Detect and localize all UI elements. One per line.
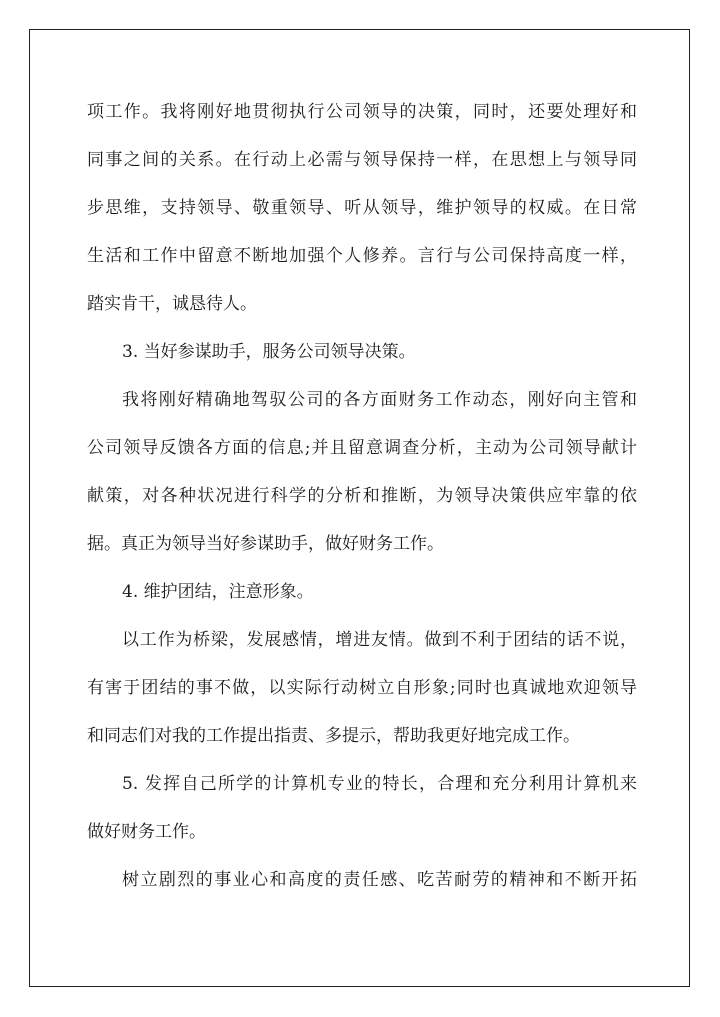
text-line: 和同志们对我的工作提出指责、多提示，帮助我更好地完成工作。 bbox=[87, 726, 580, 746]
text-line: 据。真正为领导当好参谋助手，做好财务工作。 bbox=[87, 534, 444, 554]
section-heading: 5. 发挥自己所学的计算机专业的特长，合理和充分利用计算机来 bbox=[122, 774, 637, 794]
text-line: 步思维，支持领导、敬重领导、听从领导，维护领导的权威。在日常 bbox=[87, 198, 637, 218]
text-line: 做好财务工作。 bbox=[87, 822, 206, 842]
text-line: 踏实肯干，诚恳待人。 bbox=[87, 294, 257, 314]
text-line: 生活和工作中留意不断地加强个人修养。言行与公司保持高度一样， bbox=[87, 246, 637, 266]
section-heading: 3. 当好参谋助手，服务公司领导决策。 bbox=[122, 342, 416, 362]
text-line: 献策，对各种状况进行科学的分析和推断，为领导决策供应牢靠的依 bbox=[87, 486, 637, 506]
text-line: 同事之间的关系。在行动上必需与领导保持一样，在思想上与领导同 bbox=[87, 150, 637, 170]
text-line: 有害于团结的事不做，以实际行动树立自形象;同时也真诚地欢迎领导 bbox=[87, 678, 637, 698]
text-line: 我将刚好精确地驾驭公司的各方面财务工作动态，刚好向主管和 bbox=[122, 390, 637, 410]
text-line: 公司领导反馈各方面的信息;并且留意调查分析，主动为公司领导献计 bbox=[87, 438, 637, 458]
text-line: 项工作。我将刚好地贯彻执行公司领导的决策，同时，还要处理好和 bbox=[87, 102, 637, 122]
text-line: 树立剧烈的事业心和高度的责任感、吃苦耐劳的精神和不断开拓 bbox=[122, 870, 637, 890]
text-line: 以工作为桥梁，发展感情，增进友情。做到不利于团结的话不说， bbox=[122, 630, 637, 650]
section-heading: 4. 维护团结，注意形象。 bbox=[122, 582, 314, 602]
